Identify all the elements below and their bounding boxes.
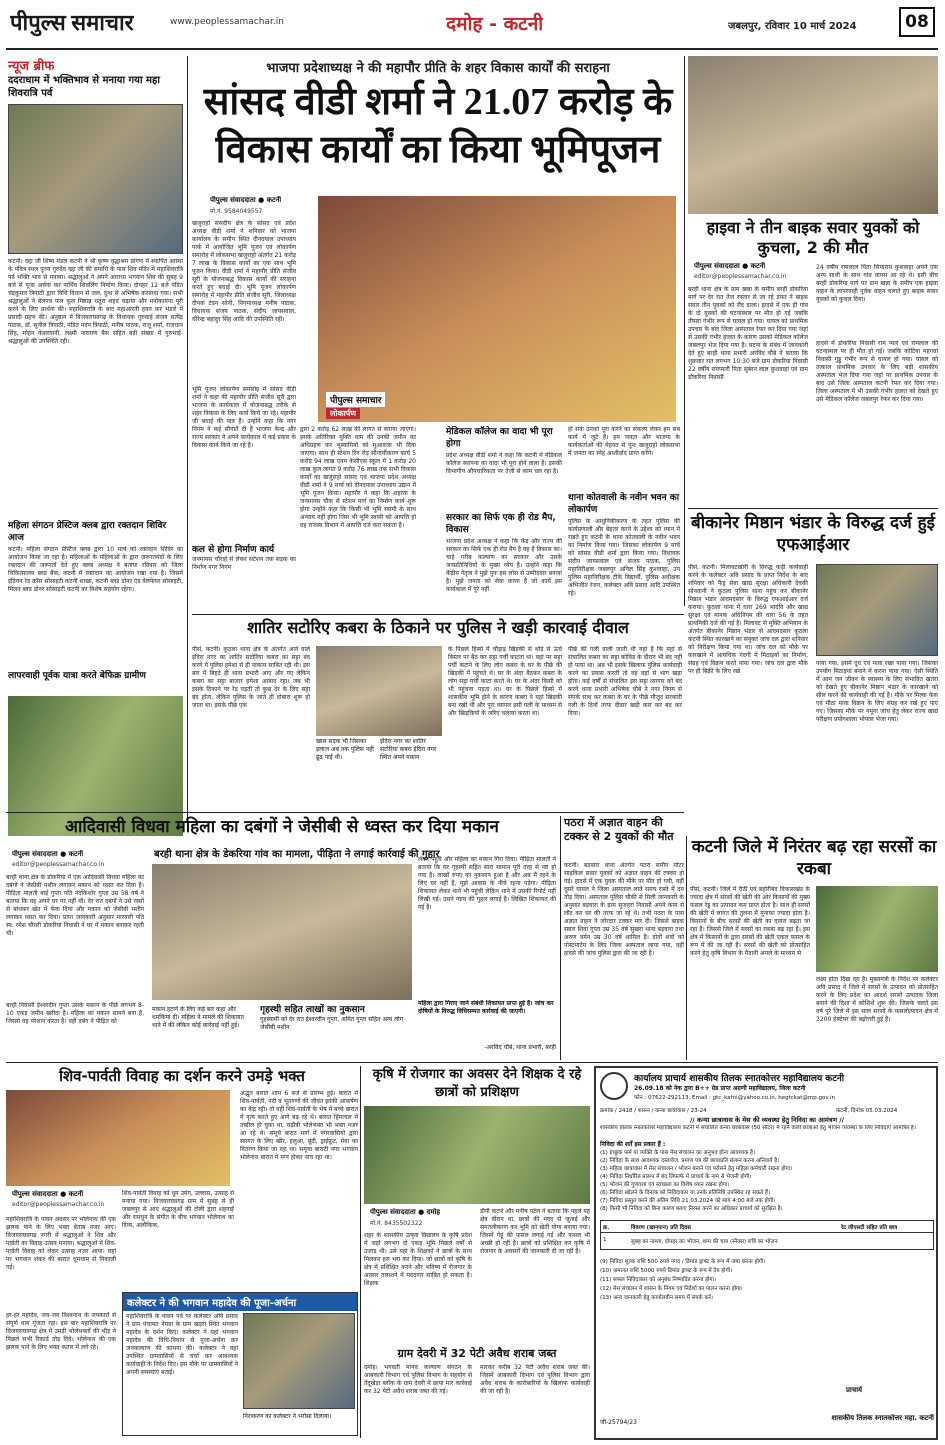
shiv-col2: शिव-पार्वती विवाह को धूम उमंग, उल्लास, उत्साह से मनाया गया। विजयराघवगढ़ ग्राम में सुबह से ही जबलपुर से आए श्रद्धालुओं की टोली द्वारा शहनाई और रामधुन के संगीत के बीच भगवान भोलेनाथ का दिव्य, अलौकिक, <box>122 1190 234 1229</box>
bikaner-headline: बीकानेर मिष्ठान भंडार के विरुद्ध दर्ज हुई एफआईआर <box>691 513 935 555</box>
term-3: (3) महिला छात्रावास में मेस संचालन / भोजन बनाने एवं परोसने हेतु महिला कर्मचारी रखना होगा। <box>600 1166 793 1172</box>
highway-col2b: हादसे में डोकरिया निवासी राम प्यारे एवं रामलाल की घटनास्थल पर ही मौत हो गई। जबकि कोटिया महगवां निवासी गुड्डू गंभीर रूप से घायल हो गया। घायल को तत्काल प्राथमिक उपचार के लिए बड़ी शासकीय अस्पताल भेज दिया गया जहां पर प्राथमिक उपचार के बाद उसे जिला अस्पताल कटनी रेफर कर दिया गया। जिला अस्पताल में भी उसकी गंभीर हालत को देखते हुए उसे मेडिकल कॉलेज जबलपुर रेफर कर दिया गया। <box>816 340 938 403</box>
news-brief-column <box>8 56 183 856</box>
brief2-title: महिला संगठन प्रेस्टिज क्लब द्वारा रक्तदान शिविर आज <box>8 521 167 543</box>
demolished-house-photo <box>152 864 412 1000</box>
krishi-photo <box>364 1106 590 1204</box>
photo-tag: लोकार्पण <box>326 408 360 419</box>
tender-code: जी-25794/23 <box>600 1419 637 1426</box>
bikaner-text: पीसं, कटनी। मिलावटखोरी के विरुद्ध कड़ी कार्यवाही करने के कलेक्टर अवि प्रसाद के प्राप्त निर्देश के बाद शनिवार को फैंड्र सेवा खाद्य सुरक्षा अधिकारी देवकी सोनवानी ने कुठला पुलिस थाना पहुंच कर बीकानेर मिष्ठान भंडार आदमदसार के विरुद्ध एफआईआर दर्ज कराया। कुठला थाना में धारा 269 भादंवि और खाद्य सुरक्षा एवं मानक अधिनियम की धारा 56 के तहत प्राथमिकी दर्ज की गई है। मिलावट से मुक्ति अभियान के अंतर्गत बीकानेर मिष्ठान भंडार से आदमदसार कुठला कटनी स्थित कारखाने का संयुक्त जांच दल द्वारा शनिवार को निरीक्षण किया गया था। जांच दल को मौके पर कारखाने में अत्यधिक गंदगी में मिठाइयों का निर्माण, संग्रह एवं विक्रय करते पाया गया। जांच दल द्वारा मौके पर ही बिक्री के लिए रखे <box>688 564 808 675</box>
krishi-col1: शहर के शासकीय उत्कृष्ट विद्यालय के कृषि प्रदेश में जहां लगभग दो एकड़ भूमि पिछले वर्षों से उजाड़ थी। उसे यहां के शिक्षकों ने छात्रों के साथ मिलकर हरा भरा कर दिया। जो छात्रों को कृषि के क्षेत्र में प्रशिक्षित करने और भविष्य में रोजगार के अवसर तलाशने में मददगार साबित हो सकता है। शिक्षक <box>364 1232 472 1287</box>
lead-mobile: मो.नं. 9584049557 <box>210 208 263 215</box>
notice-title: // कन्या छात्रावास के मेस की व्यवस्था हेतु निविदा का आमंत्रण // <box>689 1116 845 1124</box>
mustard-headline: कटनी जिले में निरंतर बढ़ रहा सरसों का रकबा <box>691 837 937 879</box>
shiv-photo <box>6 1090 230 1186</box>
lead-col4-sub: थाना कोतवाली के नवीन भवन का लोकार्पण <box>568 493 680 515</box>
term-1: (1) इच्छुक फर्म या व्यक्ति के पास मेस संचालन का अनुभव होना आवश्यक है। <box>600 1150 756 1156</box>
krishi-story <box>364 1066 590 1438</box>
krishi-col3: दमोह। भगवती मानव कल्याण संगठन के आबकारी विभाग एवं पुलिस विभाग के सहयोग से तेंदूखेड़ा ब्लॉक के ग्राम देवरी में छापा मार कार्रवाई कर 32 पेटी अवैध शराब जब्त की गई। <box>364 1364 472 1395</box>
wall-photo <box>316 646 442 736</box>
term-5: (5) भोजन की गुणवत्ता एवं स्वच्छता का विशेष ध्यान रखना होगा। <box>600 1182 730 1188</box>
tender-intro: शासकीय तिलक स्नातकोत्तर महाविद्यालय कटनी में संचालित कन्या छात्रावास (50 सीटर) में रहने वाली छात्राओं हेतु भोजन व्यवस्था के लिए निविदाएं आमंत्रित हैं। <box>600 1125 916 1131</box>
wall-col2: के पिछले हिस्से में चौड़ाड़ खिड़की से थोड़े से ऊंचे बिस्तर पर बैठ कर सट्टा पर्ची काटता था। वहां पर सट्टा पर्ची कटाने के लिए लोग कबरा के घर के पीछे की खिड़की में पहुंचते थे। घर के अंदर बैठकर कबरा के लोग सट्टा पर्ची काटा करते थे। घर के अंदर किसी को भी पहुंचना पड़ता था। घर के पिछले हिस्से में शासकीय भूमि होने के कारण कबरा ने यहां खिड़की बना रखी थी और पूरा व्यापार इसी गली के माध्यम से और खिड़कियों के जरिए चलाया करता था। <box>448 646 562 717</box>
collector-text: महाशिवरात्रि के पावन पर्व पर कलेक्टर अवि प्रसाद ने ग्राम पंचायत नेमवा के ग्राम खड़रा स्थित भगवान महादेव के दर्शन किए। कलेक्टर ने यहां भगवान महादेव की विधि-विधान से पूजा-अर्चना कर जनकल्याण की कामना की। कलेक्टर ने यहां उपस्थित ग्रामवासियों से चर्चा कर आवश्यक कार्यवाही के निर्देश दिए। इस मौके पर ग्रामवासियों ने अपनी समस्याएं बताई। <box>126 1313 238 1376</box>
term-6: (6) निविदा खोलने के दिनांक को निविदाकार या उनके प्रतिनिधि उपस्थित रह सकते हैं। <box>600 1190 771 1196</box>
lead-col3-sub: मेडिकल कॉलेज का वादा भी पूरा होगा <box>446 427 553 449</box>
pathra-story <box>564 816 684 1060</box>
term-13: (13) अन्य जानकारी हेतु कार्यालयीन समय में संपर्क करें। <box>600 1295 713 1301</box>
shiv-col3: अद्भुत बारात शाम 6 बजे से प्रारम्भ हुई। बारात में शिव-पार्वती, नंदी व भूतगणों की जीवंत झांकी आकर्षण का केंद्र रही। तो वहीं शिव-पार्वती के भेष में बच्चे बारात में नृत्य करते हुए आगे बढ़ रहे थे। बारात हिमाचल में तब्दील हो चुका था, चढ़ौत्री भोलेभक्त भी भक्त नजर आ रहे थे। समूचे बाराट मार्ग में नगरवासियों द्वारा स्वागत के लिए खीर, हलुआ, बूंदी, ड्राईफ्रूट, मेवा का वितरण किया जा रहा था। समूचा बाराटी नगर भगवान भोलेनाथ बारात में मग्न होकर नाच रहा था। <box>240 1090 358 1161</box>
wall-caption1: खास सड़क भी जिसका इलाज अब तक पुलिस नहीं ढूंढ पाई थी। <box>316 738 374 761</box>
widow-officer-quote: महिला द्वारा गिराए जाने संबंधी शिकायत प्राप्त हुई है। जांच कर दोषियों के विरुद्ध विधिसम्मत कार्रवाई की जाएगी। <box>418 1000 554 1015</box>
tender-notice <box>594 1066 938 1440</box>
section-cities: दमोह - कटनी <box>446 13 544 35</box>
tender-signoff: प्राचार्य <box>846 1386 863 1394</box>
lead-story <box>192 56 684 616</box>
tractor-photo <box>8 696 183 836</box>
collector-box <box>122 1292 358 1436</box>
col-sr: क्र. <box>603 1225 610 1231</box>
mustard-story <box>690 836 938 1060</box>
brief1-text: कटनी। दद्दा जी शिष्य मंडल कटनी ने श्री कृष्ण वृद्धाश्रम प्रांगण में स्थापित आस्था के पवित्र स्थल पूज्य गुरुदेव दद्दा जी की समाधि के पास शिव मंदिर में महाशिवरात्रि पर्व भक्ति भाव से मनाया। श्रद्धालुओं ने अपने आराध्य भगवान शिव की सुबह 9 बजे से पूजा अर्चना कर पार्थिव शिवलिंग निर्माण किया। दोपहर 12 बजे पंडित चंद्रकुमार त्रिपाठी द्वारा विधि विधान से जल, दुग्ध से अभिषेक करवाया गया। सभी श्रद्धालुओं ने बेलपत्र फल फूल मिष्ठान्न धतूरा शहद चढ़ाया और मनोकामना पूरी करने के लिए प्रार्थना की। महाशिवरात्रि के बाद महाआरती हवन कर भंडारे में प्रसादी ग्रहण की। अनुष्ठान में विजयराघवगढ़ के विधायक गुरुवाई संजय सत्येंद्र पाठक, डॉ. सुनील त्रिपाठी, पंडित मदन त्रिपाठी, मनीष पाठक, राजू शर्मा, राजधान सिंह, मोहन केसरवानी, लक्ष्मी नारायण बैस सहित बड़ी संख्या में गुरुभाई-श्रद्धालुओं की उपस्थिति रही। <box>8 258 183 345</box>
term-10: (10) अमानत राशि 5000 रुपये डिमांड ड्राफ्ट के रूप में देय होगी। <box>600 1268 733 1274</box>
highway-col2: 24 वर्षीय रामलाल पिता सियाराम कुशवाहा अपने एक अन्य साथी के साथ गांव वापस आ रहे थे। इसी बीच बरही डोकरिया मार्ग पर ग्राम खन्ना के समीप एक हाइवा वाहन के लापरवाही पूर्वक वाहन चलाते हुए बाइक सवार युवकों को कुचल दिया। <box>816 264 938 303</box>
masthead <box>6 4 938 44</box>
terms-list-2 <box>600 1258 934 1303</box>
pathra-headline: पठरा में अज्ञात वाहन की टक्कर से 2 युवकों की मौत <box>564 816 674 843</box>
lead-col2: द्वारा 2 करोड़ 62 लाख की लागत से कराया जाएगा। इसके अतिरिक्त मुक्ति धाम की उनकी जमीन का अधिग्रहण कर भूस्वामियों को मुआवजा भी दिया जाएगा। साथ ही स्टेशन रिंग रोड़ सौन्दर्यीकरण कार्य 5 करोड़ 94 लाख एवम केसीएस स्कूल में 1 करोड़ 20 लाख कुल लागत 9 करोड़ 76 लाख तक सभी विकास कार्यों का खजुराहो सांसद एवं भाजपा प्रदेश अध्यक्ष वीडी शर्मा ने 9 मार्च को दीनदयाल उपाध्याय उद्यान में भूमि पूजन किया। महापौर ने कहा कि शहरवा के जनमानस चौक से स्टेशन मार्ग का निर्माण कार्य शुरू होगा उन्होंने कहा कि किसी भी भूमि स्वामी के साथ अन्याय नहीं होगा जिस भी भूमि स्वामी को आपत्ति हो वह राजस्व विभाग में आपत्ति दर्ज करा सकता है। <box>300 426 416 529</box>
page-number: 08 <box>899 7 935 37</box>
term-9: (9) निविदा शुल्क राशि 500 रुपये नगद / डिमांड ड्राफ्ट के रूप में जमा करना होगी। <box>600 1259 766 1265</box>
brief2-text: कटनी। महिला संगठन प्रेस्टिज क्लब द्वारा 10 मार्च को रक्तदान शिविर का आयोजन किया जा रहा है। महिलाओं के महिलाओं के द्वारा जरूरतमंदों के लिए रक्तदान की जरूरतों देते हुए क्लब अध्यक्ष ने बताया रविवार को जिला चिकित्सालय ब्लड बैंक, कटनी में रक्तदान का आयोजन रखा गया है। जिसमें इंडियन रेड क्रॉस सोसाइटी कटनी शाखा, कटनी ब्लड डोनर एंड वेलफेयर सोसाइटी, मिलन ब्लड डोनर सोसाइटी कटनी का विशेष सहयोग रहेगा। <box>8 546 183 593</box>
highway-headline: हाइवा ने तीन बाइक सवार युवकों को कुचला, 2 की मौत <box>706 218 920 257</box>
lead-col4b: पुलिस के आधुनिकीकरण के तहत पुलिस की कार्यप्रणाली और बेहतर करने के उद्देश्य को ध्यान में रखते हुए कटनी के थाना कोतवाली के नवीन भवन का निर्माण किया गया। जिसका लोकार्पण 9 मार्च को सांसद वीडी शर्मा द्वारा किया गया। विधायक संदीप जायसवाल एवं संजय पाठक, पुलिस महानिरीक्षक जबलपुर अनिल सिंह कुशवाहा, उप पुलिस महानिरीक्षक टीके विद्यार्थी, पुलिस अधीक्षक अभिजीत रंजन, कलेक्टर अवि प्रसाद आदि उपस्थित रहे। <box>568 518 680 597</box>
term-11: (11) सफल निविदाकार को अनुबंध निष्पादित करना होगा। <box>600 1277 717 1283</box>
wall-col1: पीसं, कटनी। कुठला थाना क्षेत्र के अंतर्गत आने वाले इंदिरा नगर का शातिर सटोरिया कबरा का सट्टा बंद करने में पुलिस हमेशा से ही नाकाम साबित रही थी। इस बार में बिहटे ही थाना प्रभारी आए और गए लेकिन कबरा का सट्टा बाजार हमेशा आबाद रहा। जब भी इसके ठिकाने पर रेड पड़ती तो कुछ देर के लिए सट्टा बंद होता, लेकिन पुलिस के जाते ही दोबारा शुरू हो जाता था। इसके पीछे एक <box>192 646 310 709</box>
widow-col1: बरही थाना क्षेत्र के डोकरिया में एक आदिवासी विधवा महिला का दबंगों ने जेसीबी मशीन लगाकर मकान को ध्वस्त कर दिया है। पीड़िता मालती बाई गुप्ता पति नंदकिशोर गुप्ता उम्र 58 वर्ष ने बताया कि वह अपने घर पर नहीं थी। देर रात दबंगों ने उसे रस्सों से बांधकर खेत में फेंक दिया और मकान को जेसीबी मशीन लगाकर ध्वस्त कर दिया। प्राप्त जानकारी अनुसार मारवारी पति स्व. रमेश चौधरी डोकरिया निवासी ने घर में मकान बनाकर रहती थी। <box>6 874 144 937</box>
tender-date: कटनी, दिनांक 05.03.2024 <box>836 1108 898 1114</box>
krishi-byline: पीपुल्स संवाददाता ● दमोह <box>370 1208 441 1216</box>
rate-table <box>600 1220 934 1250</box>
widow-caption1: मकान हटाने के लिए कई बार कहा और धमकियां दी। महिला ने मामले की शिकायत थाने में की लेकिन कोई कार्रवाई नहीं हुई। <box>152 1006 244 1029</box>
tender-office: शासकीय तिलक स्नातकोत्तर महा. कटनी <box>831 1414 934 1422</box>
term-12: (12) मेस संचालन में शासन के नियम एवं निर्देशों का पालन करना होगा। <box>600 1286 743 1292</box>
lead-headline: सांसद वीडी शर्मा ने 21.07 करोड़ के विकास कार्यों का किया भूमिपूजन <box>203 81 673 171</box>
krishi-col4: मारकर करीब 32 पेटी अवैध शराब जब्त की। जिसमें आबकारी विभाग एवं पुलिस विभाग द्वारा अवैध शराब के कारोबारियों के खिलाफ कार्यवाही की जा रही है। <box>480 1364 590 1395</box>
lead-col3b: भाजपा प्रदेश अध्यक्ष ने कहा कि केंद्र और राज्य की सरकार का सिर्फ एक ही रोड मैप है वह है विकास का। चाहे गरीब कल्याण का सरकार और उसके जनप्रतिनिधियों के मुख्य ध्येय है। उन्होंने कहा कि केंद्रीय नेतृत्व ने मुझे पुनः इस लोस से उम्मीदवार बनाया है। मुझे जनता को सेवा करना है जो कार्य इस कार्यकाल में पूरे नहीं <box>446 538 562 593</box>
highway-col1: बरही थाना क्षेत्र के ग्राम खन्ना के समीप बरही डोकरिया मार्ग पर देर रात तेज रफ्तार से जा रहे डंफर ने बाइक सवार तीन युवकों को रौंद डाला। हादसे में एक ही गांव के दो युवकों की घटनास्थल पर मौत हो गई जबकि तीसरा गंभीर रूप से घायल हो गया। घायल को प्राथमिक उपचार के बाद जिला अस्पताल रेफर कर दिया गया जहां से उसकी गंभीर हालत के कारण उसको मेडिकल कॉलेज जबलपुर भेज दिया गया है। घटना के संबंध में जानकारी देते हुए बरही थाना प्रभारी अरविंद चौबे ने बताया कि शुक्रवार रात लगभग 10:30 बजे ग्राम डोकरिया निवासी 22 वर्षीय रामप्यारी पिता सुबरन लाल कुशवाहा एवं ग्राम डोकरिया निवासी <box>688 286 808 381</box>
terms-list <box>600 1149 934 1213</box>
brief1-photo <box>8 104 183 254</box>
shiv-byline: पीपुल्स संवाददाता ● कटनी <box>12 1190 84 1198</box>
shiv-email[interactable]: editor@peoplessamachar.co.in <box>12 1201 105 1208</box>
bikaner-story <box>688 512 938 832</box>
highway-story <box>688 56 938 506</box>
widow-story <box>6 816 558 1060</box>
collector-caption: निराकरण का कलेक्टर ने भरोसा दिलाया। <box>243 1413 332 1420</box>
highway-byline: पीपुल्स संवाददाता ● कटनी <box>694 262 766 270</box>
lead-col3: प्रदेश अध्यक्ष वीडी शर्मा ने कहा कि कटनी में मेडिकल कॉलेज स्थापना का वादा भी पूरा होने वाला है। इसकी विभागीय औपचारिकता पर तेजी से काम चल रहा है। <box>446 452 562 475</box>
tender-subtitle: 26.09.18 को नेक द्वारा B++ ग्रेड प्राप्त अग्रणी महाविद्यालय, जिला कटनी <box>634 1085 806 1092</box>
mustard-text2: लक्ष्य होता दिख रहा है। मुख्यमंत्री के निर्देश पर कलेक्टर अवि प्रसाद ने जिले में सरसों के उत्पादन को प्रोत्साहित करने के लिए प्रदेश का आदर्श सरसों उत्पादक जिला बनाने की दिशा में कोशिशें शुरू की। जिसके चलते इस वर्ष पूरे जिले में इस साल सरसों के फसलोत्पादन क्षेत्र में 3200 हेक्टेयर की बढ़ोत्तरी हुई है। <box>816 976 938 1023</box>
tender-ref: क्रमांक / 2418 / शासन / कन्या छात्रावास / 23-24 <box>600 1108 707 1114</box>
lead-col4: हो सके उनको पूरा करने का संकल्प लेकर हम सब कार्य में जुटे हैं। हम जनता और भाजपा के कार्यकर्ताओं की मेहनत से पुनः खजुराहो लोकसभा में जनता का स्नेह आशीर्वाद प्राप्त करेंगे। <box>568 426 680 457</box>
term-2: (2) निविदा के साथ आवश्यक दस्तावेज, प्रमाण पत्र की छायाप्रति संलग्न करना अनिवार्य है। <box>600 1158 780 1164</box>
wall-caption2: इंदिरा नगर का शातिर सटोरिया कबरा इंदिरा नगर स्थित अपने मकान <box>380 738 437 761</box>
widow-byline: पीपुल्स संवाददाता ● कटनी <box>12 850 84 858</box>
accident-photo <box>688 56 938 214</box>
col-desc: विवरण (खानपान) प्रति दिवस <box>631 1225 691 1231</box>
rate-table-header <box>601 1221 933 1233</box>
brief-label: न्यूज ब्रीफ <box>8 59 55 74</box>
term-7: (7) निविदा प्रस्तुत करने की अंतिम तिथि 21.03.2024 को सायं 4:00 बजे तक होगी। <box>600 1198 776 1204</box>
widow-caption3: गुहस्वामी को देर रात ईश्वरदीन गुप्ता, अमित गुप्ता सहित अन्य लोग जेसीबी मशीन <box>260 1016 404 1031</box>
shiv-headline: शिव-पार्वती विवाह का दर्शन करने उमड़े भक्त <box>59 1067 305 1085</box>
tender-title: कार्यालय प्राचार्य शासकीय तिलक स्नातकोत्तर महाविद्यालय कटनी <box>634 1074 845 1084</box>
term-4: (4) निविदा निर्धारित प्रारूप में बंद लिफाफे में प्राचार्य के नाम से भेजनी होगी। <box>600 1174 752 1180</box>
widow-email[interactable]: editor@peoplessamachar.co.in <box>12 861 105 868</box>
krishi-col2: डीपी कटारे और मनीष पटेल ने बताया कि पहले यह क्षेत्र वीरान था, छात्रों की मदद से जुताई और समतलीकरण कर भूमि को खेती योग्य बनाया गया। जिसमें गेहूं की फसल लगाई गई और फसल भी अच्छी हो रही है। छात्रों को प्रशिक्षित कर कृषि में रोजगार के अवसरों की जानकारी दी जा रही है। <box>480 1208 590 1255</box>
lead-col3-sub2: सरकार का सिर्फ एक ही रोड मैप, विकास <box>446 513 556 535</box>
wall-headline: शातिर सटोरिए कबरा के ठिकाने पर पुलिस ने खड़ी कारवाई दीवाल <box>247 618 629 637</box>
mustard-text: पीसं, कटनी। जिले में रीठी एवं बहोरीबंद विकासखंड के ज्यादा क्षेत्र में सरसों की खेती की ओर किसानों की मुख्य फसल रेड्ड का उत्पादन कम प्राप्त होता है। साथ ही सरसों की खेती में लागत की तुलना में मुनाफा ज्यादा होता है। किसानों के बीच सरसों की खेती का दायरा बढ़ता जा रहा है। जिससे जिले में सरसों का रकबा बढ़ रहा है। इस क्षेत्र में किसानों के द्वारा सरसों की खेती एकल फसल के रूप में की जा रही है। सरसों की खेती को प्रोत्साहित करने हेतु कृषि विभाग के मैदानी अमले के माध्यम से <box>690 886 810 957</box>
wall-story <box>192 618 684 808</box>
highway-email[interactable]: editor@peoplessamachar.co.in <box>694 273 787 280</box>
terms-head: निविदा की शर्तें इस प्रकार हैं : <box>600 1141 666 1148</box>
lead-col1c: जनमानस चौराहे से लेकर सटेशन तक सड़क का निर्माण नगर निगम <box>192 556 296 571</box>
shiv-story <box>6 1066 358 1438</box>
lead-col1: खजुराहो संसदीय क्षेत्र के सांसद एवं प्रदेश अध्यक्ष वीडी शर्मा ने शनिवार को भाजपा कार्यालय के समीप स्थित दीनदयाल उपाध्याय पार्क में आयोजित भूमि पूजन एवं लोकार्पण समारोह में लोकसभा खजुराहो अंतर्गत 21 करोड़ 7 लाख के विकास कार्यों का एक साथ भूमि पूजन किया। वीडी शर्मा ने महापौर प्रीति संजीव सूरी के योजनाबद्ध विकास कार्यों की सराहना करते हुए बधाई दी। भूमि पूजन लोकार्पण समारोह में महापौर प्रीति संजीव सूरी, जिलाध्यक्ष दीपक टंडन सोनी, निगमाध्यक्ष मनीष पाठक, विधायक संजय पाठक, संदीप जायसवाल, धीरेन्द्र बहादुर सिंह आदि की उपस्थिति रही। <box>192 220 296 323</box>
shiv-col1b: हर-हर महादेव, जय-जय विश्वनाथ के जयकारों से संपूर्ण धाम गूंजता रहा। इस बार महाशिवरात्रि पर विजयराघवगढ़ क्षेत्र में उमड़ी भोलेभक्तों की भीड़ ने पिछले सभी रिकार्ड तोड़ दिये। भोलेनाथ की एक झलक पाने के लिए भक्त कतार में लगे रहे। <box>6 1312 116 1351</box>
wall-col3: पीछे की गली वाली जाती थी यहां है कि यहां से संचालित कबरा का सट्टा कोविड के दौरान भी बंद नहीं हो पाया था। अब भी इसके खिलाफ पुलिस कार्यवाही करने का प्रयास करती तो वह वहां से भाग खड़ा होता। कई वर्षों से संचालित इस सट्टा व्यापार को बंद करने थाना प्रभारी अभिषेक चौबे ने नगर निगम से संपर्क साध कर कबरा के घर के पीछे मौजूद सरकारी गली के दिनों तरफ दीवार खड़ी करा कर बंद कर दिया। <box>568 646 682 717</box>
widow-headline: आदिवासी विधवा महिला का दबंगों ने जेसीबी से ध्वस्त कर दिया मकान <box>65 817 499 837</box>
brand-logo: पीपुल्स समाचार <box>10 10 134 35</box>
krishi-mobile: मो.नं. 8435502322 <box>370 1220 423 1227</box>
cell-desc: सुबह का नाश्ता, दोपहर का भोजन, शाम की चाय (स्नैक्स) रात्रि का भोजन <box>631 1239 778 1245</box>
widow-caption2: गृहस्थी सहित लाखों का नुकसान <box>260 1005 365 1015</box>
lead-byline: पीपुल्स संवाददाता ● कटनी <box>210 196 282 204</box>
table-row <box>601 1234 933 1248</box>
widow-deck: बरही थाना क्षेत्र के डेकरिया गांव का मामला, पीड़िता ने लगाई कार्रवाई की गुहार <box>154 849 440 860</box>
shiv-col1: महाशिवरात्रि के पावन अवसर पर भोलेनाथ की एक झलक पाने के लिए भक्त बेताब नजर आए। विजयराघवगढ़ नगरी में श्रद्धालुओं ने शिव और पार्वती का विवाह उत्सव मनाया। श्रद्धालुओं में शिव-पार्वती विवाह को लेकर उत्साह नजर आया। यहां पर भगवान शंकर की बारात धूमधाम से निकाली गई। <box>6 1216 116 1271</box>
bikaner-text2: पाया गया, इसमें दूध एवं मावा रखा पाया गया। जिसका उपयोग मिठाइयां बनाने में करना पाया गया। ऐसी स्थिति में आम जन जीवन के स्वास्थ्य के लिए संभावित खतरा को देखते हुए बीकानेर मिष्ठान भंडार के कारखाने को सील करने की कार्यवाही की गई है। मौके पर मिल्क केक एवं मीठा मावा विक्रय के लिए संग्रह कर रखे हुए पाए गए। जिसका मौके पर नमूना जांच हेतु लेकर राज्य खाद्य परीक्षण प्रयोगशाला भोपाल भेजा गया। <box>816 660 938 723</box>
widow-col1b: बरही निवासी ईश्वरदीन गुप्ता उसके मकान के पीछे लगभग 8-10 एकड़ जमीन खरीदा है। महिला का मकान सामने बना है, जिससे वह परेशान करता है। वहीं दबंग ने पीड़ित को <box>6 1002 144 1025</box>
lead-col1b: भूमि पूजन लोकार्पण समारोह में सांसद वीडी शर्मा ने कहा की महापौर प्रीति संजीव सूरी द्वारा भाजपा के कार्यकाल में योजनाबद्ध तरीके से शहर विकास के लिए कार्य किये जा रहे। महापौर जी बधाई की पात्र है। उन्होंने कहा कि नगर निगम ने कई सौगातें दी हैं भाजपा केन्द्र और राज्य सरकार ने अपने कार्यकाल में कई प्रकार के विकास कार्य किये जा रहे है। <box>192 386 296 536</box>
collector-kicker: कलेक्टर ने की भगवान महादेव की पूजा-अर्चना <box>123 1293 357 1311</box>
lead-kicker: भाजपा प्रदेशाध्यक्ष ने की महापौर प्रीति के शहर विकास कार्यों की सराहना <box>266 61 610 76</box>
lead-photo <box>318 196 676 422</box>
mustard-photo <box>816 886 938 972</box>
krishi-sub: ग्राम देवरी में 32 पेटी अवैध शराब जब्त <box>397 1347 557 1360</box>
cell-sr: 1 <box>603 1237 607 1243</box>
brief1-title: ददराधाम में भक्तिभाव से मनाया गया महा शिवरात्रि पर्व <box>8 75 160 99</box>
col-rate: रेट जीएसटी सहित प्रति छात्र <box>841 1225 898 1231</box>
bikaner-photo <box>816 564 938 656</box>
site-url[interactable]: www.peoplessamachar.in <box>170 17 284 27</box>
krishi-headline: कृषि में रोजगार का अवसर देने शिक्षक दे रहे छात्रों को प्रशिक्षण <box>372 1067 582 1100</box>
collector-photo <box>243 1313 355 1409</box>
pathra-text: कटनी। बड़वारा थाना अंतर्गत पठरा समीप मोटर साइकिल सवार युवकों को अज्ञात वाहन की टक्कर हो गई। हादसे में एक युवक की मौके पर मौत हो गयी, वहीं दूसरे घायल ने जिला अस्पताल लाते समय रास्ते में दम तोड़ दिया। अस्पताल पुलिस चौकी से मिली जानकारी के अनुसार बड़वारा के ग्राम सुजहरा निवासी अपने काम से लौट कर घर की तरफ जा रहे थे। तभी पठरा के पास अज्ञात वाहन ने जोरदार टक्कर मार दी। जिससे बाइक सवार शिवा गुप्ता उम्र 35 वर्ष सुखरा थाना बड़वारा तथा अरुण वर्मन उम्र 30 वर्ष शामिल हैं। दोनों शवों को पोस्टमार्टम के लिए जिला अस्पताल लाया गया, वहीं हादसे की जांच पुलिस द्वारा की जा रही है। <box>564 862 684 957</box>
term-8: (8) किसी भी निविदा को बिना कारण बताए निरस्त करने का अधिकार प्राचार्य को सुरक्षित है। <box>600 1206 783 1212</box>
widow-col2: लेकर पहुंचे और महिला का मकान गिरा दिया। पीड़िता मालती ने बताया कि घर गृहस्थी सहित सारा सामान पूरी तरह से नष्ट हो गया है। लाखों रुपए का नुकसान हुआ है और अब मैं रहने के लिए घर नहीं है, मुझे आवास के नीचे रहना पड़ेगा। पीड़िता शिकायत लेकर थाने भी पहुंची लेकिन थाने में उसकी रिपोर्ट नहीं लिखी गई। उसने न्याय की गुहार लगाई है। लिखित शिकायत की गई है। <box>418 856 556 911</box>
lead-col1-sub: कल से होगा निर्माण कार्य <box>192 545 275 555</box>
emblem-icon <box>600 1072 628 1100</box>
tender-contact: फोन : 07622-292113, Email : gtc_katni@yahoo.co.in, hegtckat@mp.gov.in <box>634 1095 835 1101</box>
widow-sign: -अरविंद चौबे, थाना प्रभारी, बरही <box>484 1044 556 1051</box>
brief3-title: लापरवाही पूर्वक यात्रा करते बेफिक्र ग्रामीण <box>8 671 146 681</box>
photo-logo: पीपुल्स समाचार <box>326 392 385 407</box>
dateline: जबलपुर, रविवार 10 मार्च 2024 <box>728 21 857 32</box>
